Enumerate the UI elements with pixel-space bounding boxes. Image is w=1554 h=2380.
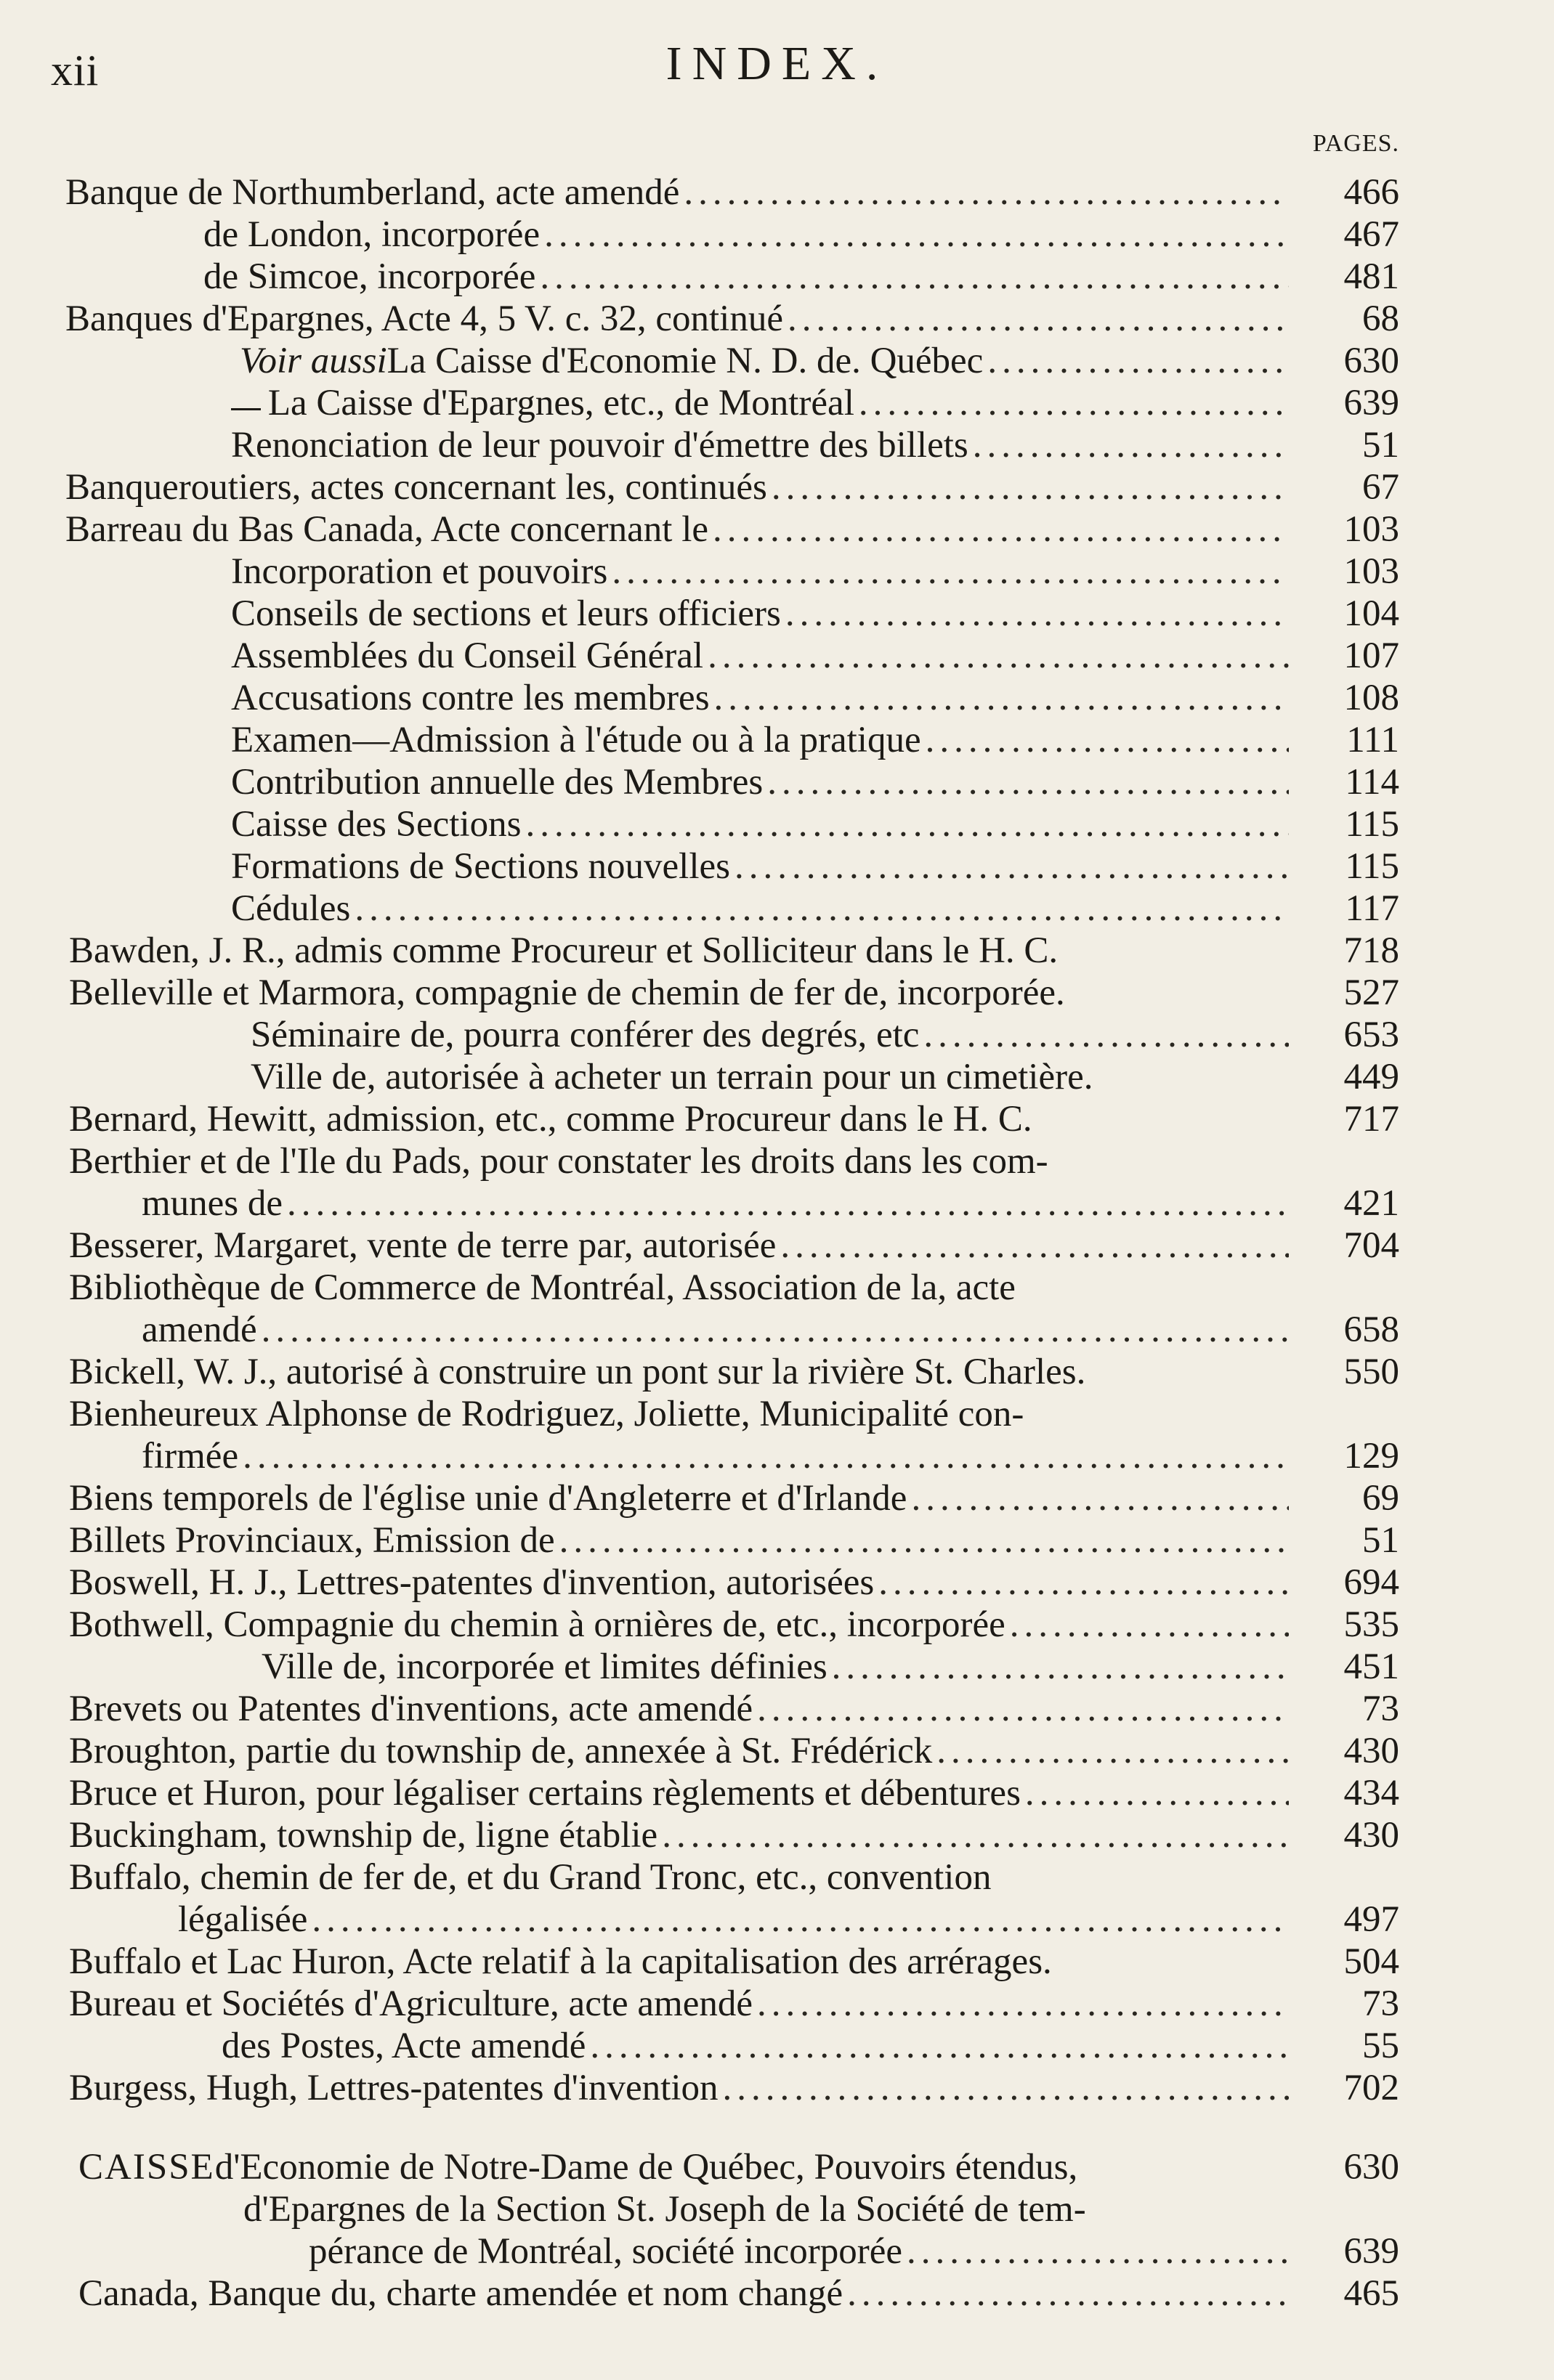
entry-text: Buffalo, chemin de fer de, et du Grand Tronc, etc., convention xyxy=(69,1857,992,1898)
entry-text: Buckingham, township de, ligne établie xyxy=(69,1815,658,1856)
dot-leader xyxy=(921,719,1289,761)
entry-page: 465 xyxy=(1343,2273,1399,2314)
dot-leader xyxy=(657,1814,1289,1856)
index-entry xyxy=(0,845,1554,888)
entry-page: 481 xyxy=(1343,256,1399,297)
index-entry xyxy=(0,1646,1554,1688)
dot-leader xyxy=(307,1898,1289,1941)
index-entry xyxy=(0,1856,1554,1941)
dot-leader xyxy=(710,677,1289,719)
index-entry xyxy=(0,1351,1554,1393)
index-entry xyxy=(0,466,1554,508)
entry-text: Bickell, W. J., autorisé à construire un pont sur la rivière St. Charles. xyxy=(69,1352,1086,1392)
entry-page: 430 xyxy=(1343,1731,1399,1771)
entry-page: 497 xyxy=(1343,1899,1399,1940)
entry-text: Incorporation et pouvoirs xyxy=(231,551,608,592)
entry-page: 115 xyxy=(1345,804,1399,845)
entry-text: Caisse des Sections xyxy=(231,804,522,845)
index-entry xyxy=(0,761,1554,803)
entry-page: 51 xyxy=(1362,1520,1399,1561)
cross-reference-label: Voir aussi xyxy=(240,341,387,381)
index-entry xyxy=(0,298,1554,340)
entry-page: 73 xyxy=(1362,1983,1399,2024)
dot-leader xyxy=(719,2067,1290,2109)
index-entry xyxy=(0,551,1554,593)
dot-leader xyxy=(283,1182,1289,1224)
entry-page: 434 xyxy=(1343,1773,1399,1814)
entry-text: Burgess, Hugh, Lettres-patentes d'invention xyxy=(69,2068,719,2108)
entry-text: Cédules xyxy=(231,888,351,929)
dot-leader xyxy=(776,1224,1289,1267)
dot-leader xyxy=(902,2230,1289,2273)
entry-page: 639 xyxy=(1343,383,1399,423)
entry-text: Bienheureux Alphonse de Rodriguez, Joliette, Municipalité con- xyxy=(69,1394,1024,1434)
dot-leader xyxy=(607,551,1289,593)
index-entry xyxy=(0,171,1554,214)
index-entry xyxy=(0,1814,1554,1856)
entry-page: 129 xyxy=(1343,1436,1399,1477)
index-entry xyxy=(0,508,1554,551)
index-entry xyxy=(0,214,1554,256)
dot-leader xyxy=(703,635,1289,677)
entry-page: 653 xyxy=(1343,1015,1399,1055)
entry-page: 107 xyxy=(1343,635,1399,676)
entry-text: Conseils de sections et leurs officiers xyxy=(231,593,781,634)
entry-text: Brevets ou Patentes d'inventions, acte amendé xyxy=(69,1689,753,1729)
entry-text: d'Epargnes de la Section St. Joseph de la Société de tem- xyxy=(243,2189,1086,2230)
dot-leader xyxy=(827,1646,1289,1688)
index-entry xyxy=(0,888,1554,930)
index-entry xyxy=(0,803,1554,845)
dot-leader xyxy=(783,298,1289,340)
entry-heading-word: CAISSE xyxy=(78,2147,215,2188)
entry-text: d'Economie de Notre-Dame de Québec, Pouvoirs étendus, xyxy=(214,2147,1078,2188)
index-entry xyxy=(0,1730,1554,1772)
entry-page: 67 xyxy=(1362,467,1399,508)
dot-leader xyxy=(919,1014,1289,1056)
index-entry xyxy=(0,2146,1554,2188)
entry-text: Contribution annuelle des Membres xyxy=(231,762,764,803)
dot-leader xyxy=(854,382,1289,424)
index-entry xyxy=(0,677,1554,719)
entry-text: Bawden, J. R., admis comme Procureur et Solliciteur dans le H. C. xyxy=(69,930,1059,971)
entry-text: Examen—Admission à l'étude ou à la pratique xyxy=(231,720,921,760)
entry-page: 630 xyxy=(1343,2147,1399,2188)
pages-column-header: PAGES. xyxy=(1312,130,1399,157)
dot-leader xyxy=(781,593,1289,635)
dot-leader xyxy=(586,2025,1289,2067)
entry-text-continued: amendé xyxy=(142,1309,257,1350)
dot-leader xyxy=(968,424,1289,466)
entry-page: 504 xyxy=(1343,1941,1399,1982)
entry-page: 73 xyxy=(1362,1689,1399,1729)
index-entry xyxy=(0,382,1554,424)
entry-text: Banqueroutiers, actes concernant les, continués xyxy=(65,467,767,508)
index-entry xyxy=(0,635,1554,677)
entry-page: 51 xyxy=(1362,425,1399,466)
entry-text-continued: firmée xyxy=(142,1436,239,1477)
dot-leader xyxy=(521,803,1289,845)
entry-page: 639 xyxy=(1343,2231,1399,2272)
entry-text: Bureau et Sociétés d'Agriculture, acte amendé xyxy=(69,1983,753,2024)
dot-leader xyxy=(763,761,1289,803)
index-entry xyxy=(0,1098,1554,1140)
entry-page: 69 xyxy=(1362,1478,1399,1519)
index-entry xyxy=(0,593,1554,635)
entry-text: Canada, Banque du, charte amendée et nom changé xyxy=(78,2273,843,2314)
entry-text: Billets Provinciaux, Emission de xyxy=(69,1520,555,1561)
entry-text-continued: munes de xyxy=(142,1183,283,1224)
dot-leader xyxy=(932,1730,1289,1772)
index-entry xyxy=(0,1393,1554,1477)
index-entry xyxy=(0,1477,1554,1519)
entry-text: Banque de Northumberland, acte amendé xyxy=(65,172,680,213)
index-entry xyxy=(0,2188,1554,2273)
index-entry xyxy=(0,1983,1554,2025)
dot-leader xyxy=(1021,1772,1289,1814)
dot-leader xyxy=(350,888,1289,930)
dot-leader xyxy=(907,1477,1289,1519)
index-entry xyxy=(0,1014,1554,1056)
index-entry xyxy=(0,1140,1554,1224)
entry-text: Besserer, Margaret, vente de terre par, autorisée xyxy=(69,1225,777,1266)
entry-text: Bibliothèque de Commerce de Montréal, Association de la, acte xyxy=(69,1267,1016,1308)
entry-page: 104 xyxy=(1343,593,1399,634)
index-entry xyxy=(0,2273,1554,2315)
entry-text: Accusations contre les membres xyxy=(231,678,710,718)
index-entry xyxy=(0,1267,1554,1351)
index-entry xyxy=(0,256,1554,298)
entry-page: 430 xyxy=(1343,1815,1399,1856)
entry-text: de Simcoe, incorporée xyxy=(203,256,536,297)
index-entry xyxy=(0,340,1554,382)
entry-page: 718 xyxy=(1343,930,1399,971)
index-entry xyxy=(0,930,1554,972)
entry-page: 115 xyxy=(1345,846,1399,887)
entry-page: 103 xyxy=(1343,509,1399,550)
index-entry xyxy=(0,1941,1554,1983)
entry-text: La Caisse d'Economie N. D. de. Québec xyxy=(387,341,984,381)
entry-text: des Postes, Acte amendé xyxy=(222,2026,586,2066)
dot-leader xyxy=(767,466,1289,508)
dot-leader xyxy=(535,256,1289,298)
dot-leader xyxy=(555,1519,1289,1561)
entry-text: Belleville et Marmora, compagnie de chemin de fer de, incorporée. xyxy=(69,972,1065,1013)
index-entry xyxy=(0,1224,1554,1267)
index-entry xyxy=(0,2025,1554,2067)
ditto-rule xyxy=(231,408,261,410)
entry-page: 467 xyxy=(1343,214,1399,255)
entry-text: Bothwell, Compagnie du chemin à ornières de, etc., incorporée xyxy=(69,1604,1005,1645)
dot-leader xyxy=(730,845,1289,888)
entry-page: 114 xyxy=(1345,762,1399,803)
dot-leader xyxy=(843,2273,1289,2315)
entry-page: 704 xyxy=(1343,1225,1399,1266)
entry-page: 449 xyxy=(1343,1057,1399,1097)
dot-leader xyxy=(540,214,1289,256)
entry-page: 466 xyxy=(1343,172,1399,213)
entry-text: Assemblées du Conseil Général xyxy=(231,635,704,676)
entry-text-continued: pérance de Montréal, société incorporée xyxy=(309,2231,902,2272)
entry-text: Barreau du Bas Canada, Acte concernant le xyxy=(65,509,709,550)
entry-text: Bernard, Hewitt, admission, etc., comme Procureur dans le H. C. xyxy=(69,1099,1032,1140)
entry-text: Séminaire de, pourra conférer des degrés, etc xyxy=(251,1015,920,1055)
entry-text: Buffalo et Lac Huron, Acte relatif à la capitalisation des arrérages. xyxy=(69,1941,1052,1982)
entry-page: 451 xyxy=(1343,1646,1399,1687)
index-entry xyxy=(0,972,1554,1014)
index-entry xyxy=(0,1056,1554,1098)
entry-page: 117 xyxy=(1345,888,1399,929)
dot-leader xyxy=(238,1435,1289,1477)
dot-leader xyxy=(708,508,1289,551)
entry-text: Biens temporels de l'église unie d'Angleterre et d'Irlande xyxy=(69,1478,907,1519)
entry-text: Ville de, incorporée et limites définies xyxy=(262,1646,827,1687)
dot-leader xyxy=(874,1561,1289,1604)
entry-page: 658 xyxy=(1343,1309,1399,1350)
entry-text: La Caisse d'Epargnes, etc., de Montréal xyxy=(267,383,854,423)
entry-text: de London, incorporée xyxy=(203,214,541,255)
index-entry xyxy=(0,1561,1554,1604)
entry-page: 527 xyxy=(1343,972,1399,1013)
entry-text: Bruce et Huron, pour légaliser certains règlements et débentures xyxy=(69,1773,1021,1814)
entry-text: Banques d'Epargnes, Acte 4, 5 V. c. 32, continué xyxy=(65,298,783,339)
index-entry xyxy=(0,1772,1554,1814)
index-entry xyxy=(0,719,1554,761)
entry-text: Broughton, partie du township de, annexée à St. Frédérick xyxy=(69,1731,933,1771)
entry-page: 55 xyxy=(1362,2026,1399,2066)
dot-leader xyxy=(679,171,1289,214)
entry-page: 717 xyxy=(1343,1099,1399,1140)
dot-leader xyxy=(257,1309,1289,1351)
entry-page: 421 xyxy=(1343,1183,1399,1224)
page-number: xii xyxy=(51,46,100,94)
entry-text: Formations de Sections nouvelles xyxy=(231,846,731,887)
index-entry xyxy=(0,1519,1554,1561)
entry-text: Renonciation de leur pouvoir d'émettre des billets xyxy=(231,425,968,466)
entry-page: 702 xyxy=(1343,2068,1399,2108)
index-entry xyxy=(0,1688,1554,1730)
entry-page: 111 xyxy=(1346,720,1399,760)
index-entry xyxy=(0,2067,1554,2109)
index-entry xyxy=(0,1604,1554,1646)
entry-page: 694 xyxy=(1343,1562,1399,1603)
entry-page: 68 xyxy=(1362,298,1399,339)
entry-page: 103 xyxy=(1343,551,1399,592)
entry-page: 108 xyxy=(1343,678,1399,718)
dot-leader xyxy=(983,340,1289,382)
entry-text: Boswell, H. J., Lettres-patentes d'invention, autorisées xyxy=(69,1562,875,1603)
page-title: INDEX. xyxy=(665,37,889,90)
entry-page: 630 xyxy=(1343,341,1399,381)
entry-text: Ville de, autorisée à acheter un terrain pour un cimetière. xyxy=(251,1057,1093,1097)
entry-page: 550 xyxy=(1343,1352,1399,1392)
entry-page: 535 xyxy=(1343,1604,1399,1645)
index-entry xyxy=(0,424,1554,466)
dot-leader xyxy=(753,1688,1289,1730)
dot-leader xyxy=(753,1983,1289,2025)
entry-text: Berthier et de l'Ile du Pads, pour constater les droits dans les com- xyxy=(69,1141,1048,1182)
dot-leader xyxy=(1005,1604,1289,1646)
entry-text-continued: légalisée xyxy=(178,1899,308,1940)
